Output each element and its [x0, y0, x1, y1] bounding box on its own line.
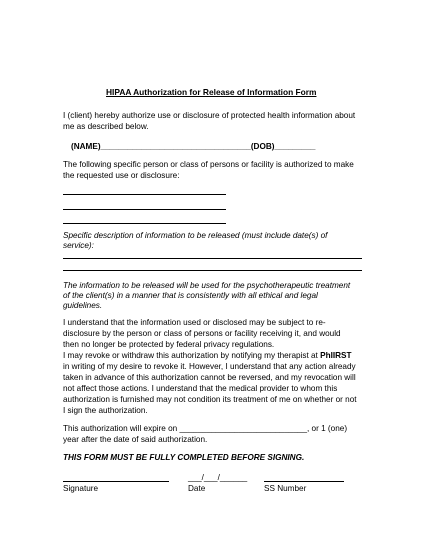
description-blank-1[interactable] — [63, 258, 362, 259]
purpose-line-3: guidelines. — [63, 301, 103, 310]
person-blank-1[interactable] — [63, 194, 226, 195]
date-field[interactable]: ___/___/______ — [188, 473, 248, 482]
intro-line-1: I (client) hereby authorize use or disclosure of protected health information about — [63, 111, 356, 120]
revoke-text: I may revoke or withdraw this authorization by notifying my therapist at — [63, 351, 321, 360]
understand-line-9: I sign the authorization. — [63, 406, 148, 415]
expiry-line-2: year after the date of said authorization. — [63, 435, 208, 444]
intro-line-2: me as described below. — [63, 122, 149, 131]
purpose-line-2: of the client(s) in a manner that is consistently with all ethical and legal — [63, 291, 318, 300]
expiry-line-1[interactable]: This authorization will expire on ____________________________, or 1 (one) — [63, 424, 348, 433]
understand-line-4 — [63, 350, 352, 361]
therapist-name: PhIIRST — [320, 351, 352, 360]
person-blank-3[interactable] — [63, 223, 226, 224]
understand-line-8: authorization is furnished may not condition its treatment of me on whether or not — [63, 395, 357, 404]
understand-line-5: in writing of my desire to revoke it. However, I understand that any action already — [63, 362, 356, 371]
purpose-line-1: The information to be released will be used for the psychotherapeutic treatment — [63, 281, 351, 290]
ss-number-blank[interactable] — [264, 481, 344, 482]
name-dob-field[interactable]: (NAME)_________________________________(DOB)_________ — [71, 142, 316, 151]
description-line-2: service): — [63, 241, 94, 250]
description-blank-2[interactable] — [63, 270, 362, 271]
understand-line-1: I understand that the information used or disclosed may be subject to re- — [63, 318, 326, 327]
person-line-2: the requested use or disclosure: — [63, 171, 180, 180]
form-title: HIPAA Authorization for Release of Information Form — [106, 87, 317, 97]
date-label: Date — [188, 484, 206, 493]
description-line-1: Specific description of information to be released (must include date(s) of — [63, 231, 328, 240]
person-blank-2[interactable] — [63, 209, 226, 210]
understand-line-3: then no longer be protected by federal privacy regulations. — [63, 340, 275, 349]
understand-line-2: disclosure by the person or class of persons or facility receiving it, and would — [63, 329, 341, 338]
person-line-1: The following specific person or class of persons or facility is authorized to make — [63, 160, 354, 169]
signature-label: Signature — [63, 484, 99, 493]
warning-text: THIS FORM MUST BE FULLY COMPLETED BEFORE SIGNING. — [63, 453, 305, 462]
understand-line-6: taken in advance of this authorization cannot be reversed, and my revocation will — [63, 373, 356, 382]
ss-number-label: SS Number — [264, 484, 307, 493]
signature-blank[interactable] — [63, 481, 169, 482]
understand-line-7: not affect those actions. I understand that the medical provider to whom this — [63, 384, 338, 393]
